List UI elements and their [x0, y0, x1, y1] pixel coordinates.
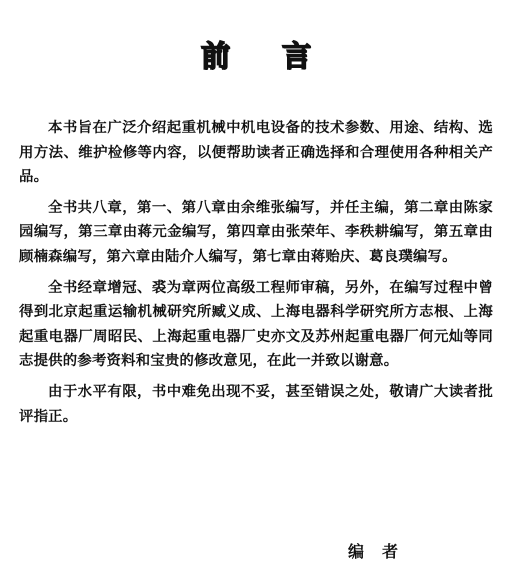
document-title: 前言 — [200, 39, 363, 73]
document-body — [19, 116, 493, 429]
paragraph-purpose: 本书旨在广泛介绍起重机械中机电设备的技术参数、用途、结构、选用方法、维护检修等内容，以便帮助读者正确选择和合理使用各种相关产品。 — [19, 119, 493, 186]
paragraph-acknowledgements: 全书经章增冠、裘为章两位高级工程师审稿，另外，在编写过程中曾得到北京起重运输机械研究所臧义成、上海电器科学研究所方志根、上海起重电器厂周昭民、上海起重电器厂史亦文及苏州起重电器厂何元灿等同志提供的参考资料和宝贵的修改意见，在此一并致以谢意。 — [19, 278, 493, 370]
paragraph-authors: 全书共八章，第一、第八章由余维张编写，并任主编，第二章由陈家园编写，第三章由蒋元金编写，第四章由张荣年、李秩耕编写，第五章由顾楠森编写，第六章由陆介人编写，第七章由蒋贻庆、葛良璞编写。 — [19, 198, 493, 265]
document-signature: 编者 — [348, 542, 417, 561]
paragraph-closing: 由于水平有限，书中难免出现不妥，甚至错误之处，敬请广大读者批评指正。 — [19, 382, 493, 425]
